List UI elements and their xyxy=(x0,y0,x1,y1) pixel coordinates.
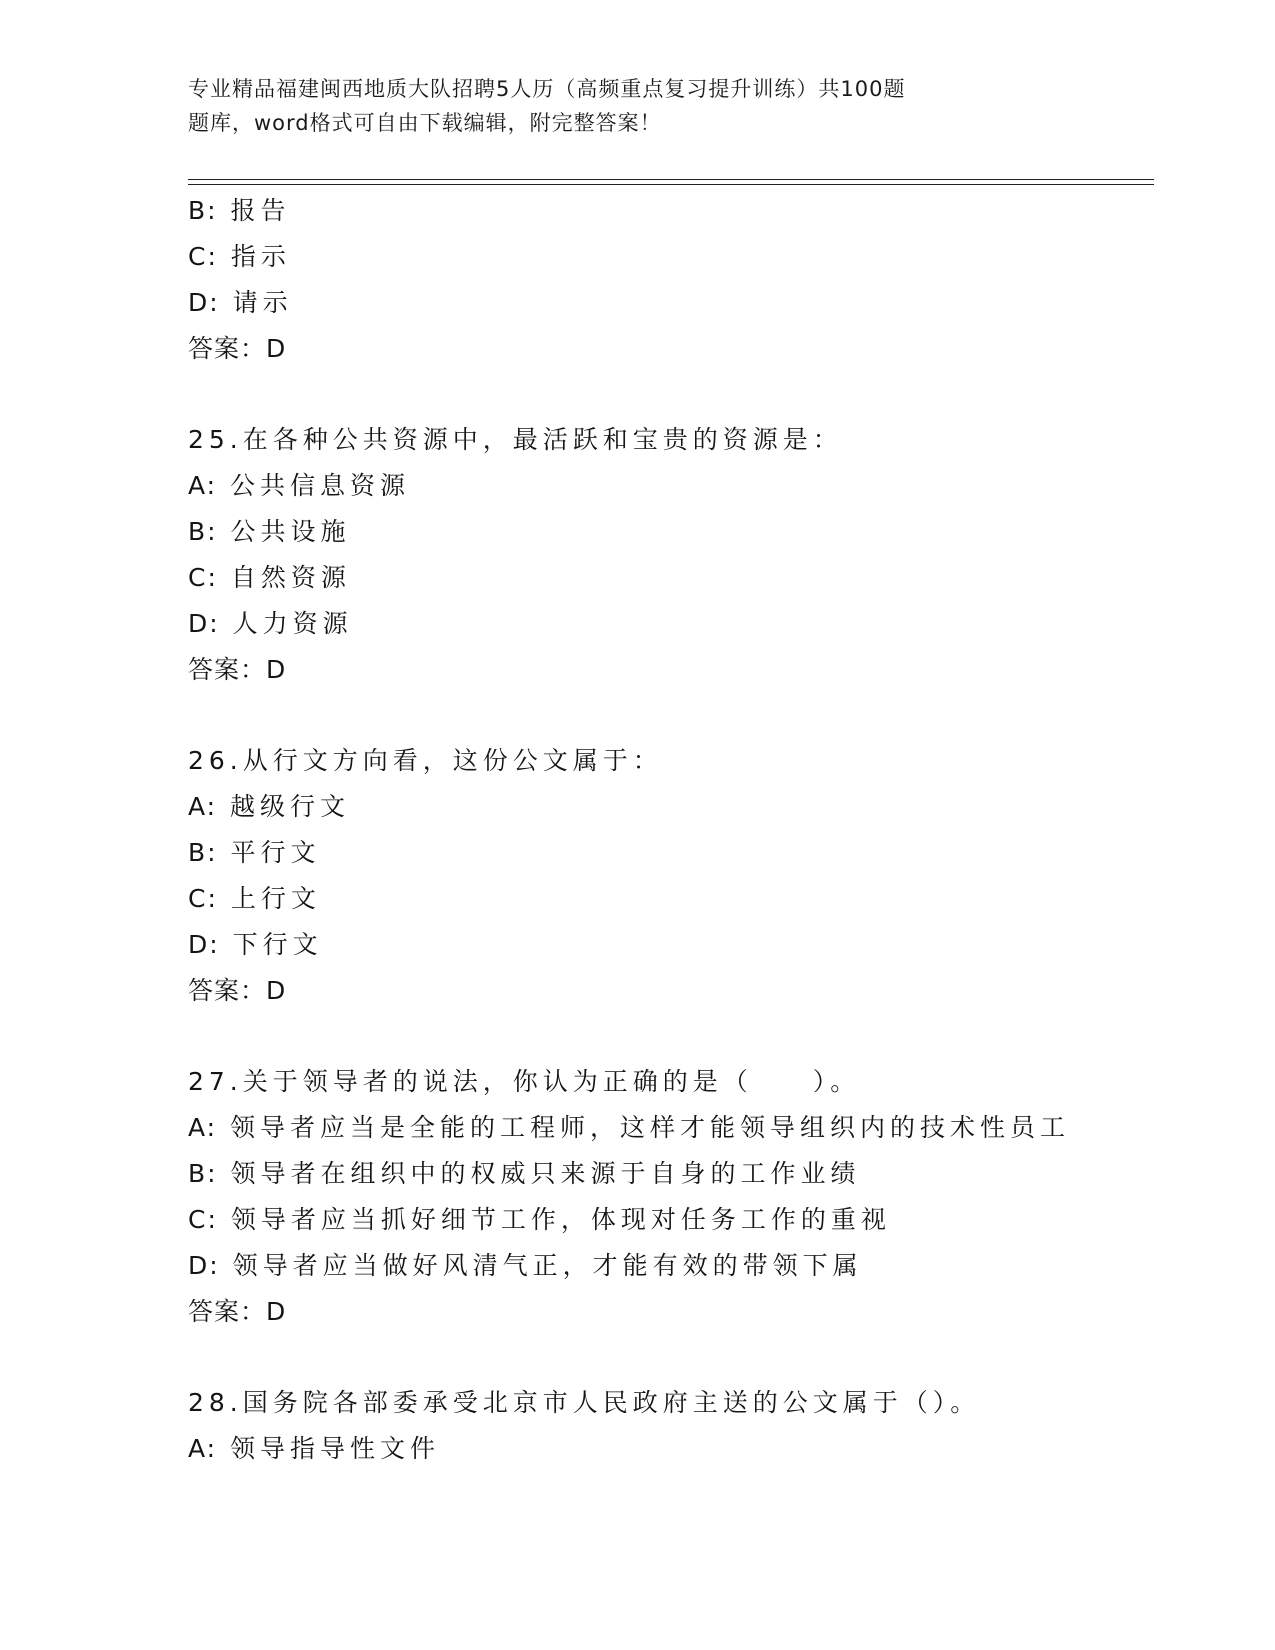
option-b xyxy=(188,830,1148,876)
option-text: 领导者在组织中的权威只来源于自身的工作业绩 xyxy=(230,1159,861,1188)
option-text: 公共信息资源 xyxy=(230,471,411,500)
option-label: C: xyxy=(188,1205,218,1234)
spacer xyxy=(188,1335,1148,1380)
option-label: A: xyxy=(188,1113,218,1142)
option-label: B: xyxy=(188,838,218,867)
option-b xyxy=(188,509,1148,555)
answer-line: 答案：D xyxy=(188,655,287,684)
option-text: 领导者应当是全能的工程师，这样才能领导组织内的技术性员工 xyxy=(230,1113,1071,1142)
option-d xyxy=(188,1243,1148,1289)
option-c xyxy=(188,876,1148,922)
option-text: 人力资源 xyxy=(232,609,353,638)
answer-line: 答案：D xyxy=(188,334,287,363)
option-text: 请示 xyxy=(232,288,293,317)
header-divider-bottom xyxy=(188,184,1154,185)
header-line-1: 专业精品福建闽西地质大队招聘5人历（高频重点复习提升训练）共100题 xyxy=(188,77,906,101)
option-text: 领导者应当做好风清气正，才能有效的带领下属 xyxy=(232,1251,863,1280)
option-text: 自然资源 xyxy=(230,563,351,592)
option-c xyxy=(188,234,1148,280)
option-d xyxy=(188,280,1148,326)
spacer xyxy=(188,372,1148,417)
option-a xyxy=(188,463,1148,509)
option-text: 下行文 xyxy=(232,930,323,959)
option-label: A: xyxy=(188,1434,218,1463)
option-a xyxy=(188,1426,1148,1472)
question-stem: 26.从行文方向看，这份公文属于： xyxy=(188,746,663,775)
option-a xyxy=(188,784,1148,830)
question-28 xyxy=(188,1380,1148,1472)
option-label: D: xyxy=(188,288,220,317)
question-24-continued xyxy=(188,188,1148,372)
option-d xyxy=(188,601,1148,647)
option-label: C: xyxy=(188,884,218,913)
question-list xyxy=(188,188,1148,1472)
option-b xyxy=(188,1151,1148,1197)
option-label: C: xyxy=(188,242,218,271)
answer-line: 答案：D xyxy=(188,1297,287,1326)
question-26 xyxy=(188,738,1148,1014)
option-d xyxy=(188,922,1148,968)
option-label: A: xyxy=(188,792,218,821)
option-label: D: xyxy=(188,930,220,959)
document-header xyxy=(188,72,1048,140)
option-label: D: xyxy=(188,609,220,638)
spacer xyxy=(188,693,1148,738)
question-stem: 28.国务院各部委承受北京市人民政府主送的公文属于（）。 xyxy=(188,1388,981,1417)
question-stem: 27.关于领导者的说法，你认为正确的是（ ）。 xyxy=(188,1067,861,1096)
option-label: B: xyxy=(188,517,218,546)
header-divider-top xyxy=(188,179,1154,180)
option-text: 报告 xyxy=(230,196,291,225)
option-c xyxy=(188,555,1148,601)
option-text: 领导指导性文件 xyxy=(230,1434,441,1463)
header-line-2: 题库，word格式可自由下载编辑，附完整答案！ xyxy=(188,111,662,135)
option-label: B: xyxy=(188,196,218,225)
option-label: A: xyxy=(188,471,218,500)
option-label: B: xyxy=(188,1159,218,1188)
option-text: 上行文 xyxy=(230,884,321,913)
option-a xyxy=(188,1105,1148,1151)
option-text: 平行文 xyxy=(230,838,321,867)
spacer xyxy=(188,1014,1148,1059)
option-text: 越级行文 xyxy=(230,792,351,821)
option-label: D: xyxy=(188,1251,220,1280)
option-label: C: xyxy=(188,563,218,592)
question-stem: 25.在各种公共资源中，最活跃和宝贵的资源是： xyxy=(188,425,843,454)
option-b xyxy=(188,188,1148,234)
option-text: 公共设施 xyxy=(230,517,351,546)
option-text: 领导者应当抓好细节工作，体现对任务工作的重视 xyxy=(230,1205,891,1234)
question-25 xyxy=(188,417,1148,693)
option-text: 指示 xyxy=(230,242,291,271)
answer-line: 答案：D xyxy=(188,976,287,1005)
option-c xyxy=(188,1197,1148,1243)
question-27 xyxy=(188,1059,1148,1335)
